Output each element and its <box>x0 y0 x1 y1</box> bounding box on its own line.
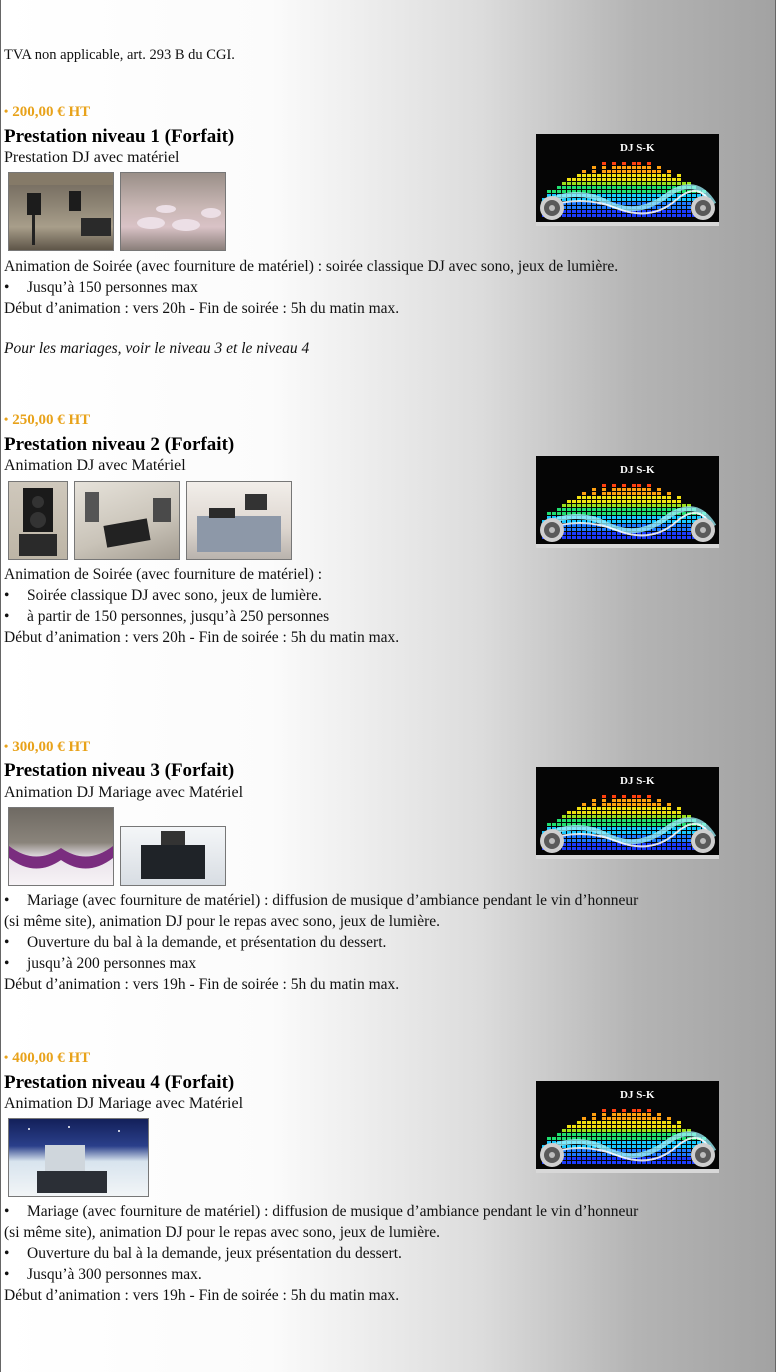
photo-hall-setup <box>8 172 114 251</box>
left-border <box>0 0 1 1372</box>
banner-text: DJ S-K <box>620 775 655 787</box>
photo-dj-booth <box>186 481 292 560</box>
offer-1-bullet-1: • Jusqu’à 150 personnes max <box>4 279 198 296</box>
price-level-1: • 200,00 € HT <box>4 104 91 120</box>
title-level-1: Prestation niveau 1 (Forfait) <box>4 126 235 147</box>
banner-text: DJ S-K <box>620 142 655 154</box>
photo-wedding-dj-laptop <box>8 1118 149 1197</box>
title-level-3: Prestation niveau 3 (Forfait) <box>4 760 235 781</box>
offer-3-bullet-2: • Ouverture du bal à la demande, et présentation du dessert. <box>4 934 387 951</box>
offer-1-note: Pour les mariages, voir le niveau 3 et le niveau 4 <box>4 340 310 357</box>
vat-notice: TVA non applicable, art. 293 B du CGI. <box>4 47 235 63</box>
dj-sk-logo-banner-1 <box>536 134 719 226</box>
offer-1-line-1: Animation de Soirée (avec fourniture de matériel) : soirée classique DJ avec sono, jeux de lumière. <box>4 258 619 275</box>
price-level-2: • 250,00 € HT <box>4 412 91 428</box>
offer-3-bullet-3: • jusqu’à 200 personnes max <box>4 955 197 972</box>
offer-4-bullet-3: • Jusqu’à 300 personnes max. <box>4 1266 202 1283</box>
offer-2-bullet-1: • Soirée classique DJ avec sono, jeux de lumière. <box>4 587 322 604</box>
offer-4-schedule: Début d’animation : vers 19h - Fin de soirée : 5h du matin max. <box>4 1287 400 1304</box>
offer-2-line-1: Animation de Soirée (avec fourniture de matériel) : <box>4 566 323 583</box>
offer-2-schedule: Début d’animation : vers 20h - Fin de soirée : 5h du matin max. <box>4 629 400 646</box>
photo-wedding-table <box>8 807 114 886</box>
offer-4-bullet-2: • Ouverture du bal à la demande, jeux présentation du dessert. <box>4 1245 402 1262</box>
dj-sk-logo-banner-3 <box>536 767 719 859</box>
banner-text: DJ S-K <box>620 1089 655 1101</box>
offer-2-bullet-2: • à partir de 150 personnes, jusqu’à 250 personnes <box>4 608 330 625</box>
banner-text: DJ S-K <box>620 464 655 476</box>
title-level-4: Prestation niveau 4 (Forfait) <box>4 1072 235 1093</box>
offer-1-schedule: Début d’animation : vers 20h - Fin de soirée : 5h du matin max. <box>4 300 400 317</box>
offer-3-schedule: Début d’animation : vers 19h - Fin de soirée : 5h du matin max. <box>4 976 400 993</box>
photo-speaker <box>8 481 68 560</box>
offer-4-line-cont: (si même site), animation DJ pour le repas avec sono, jeux de lumière. <box>4 1224 441 1241</box>
offer-4-bullet-1: • Mariage (avec fourniture de matériel) : diffusion de musique d’ambiance pendant le vin d’honneur <box>4 1203 639 1220</box>
offer-3-bullet-1: • Mariage (avec fourniture de matériel) : diffusion de musique d’ambiance pendant le vin d’honneur <box>4 892 639 909</box>
title-level-2: Prestation niveau 2 (Forfait) <box>4 434 235 455</box>
photo-dj-equipment <box>74 481 180 560</box>
subtitle-level-3: Animation DJ Mariage avec Matériel <box>4 784 244 801</box>
offer-3-line-cont: (si même site), animation DJ pour le repas avec sono, jeux de lumière. <box>4 913 441 930</box>
price-level-4: • 400,00 € HT <box>4 1050 91 1066</box>
dj-sk-logo-banner-2 <box>536 456 719 548</box>
subtitle-level-4: Animation DJ Mariage avec Matériel <box>4 1095 244 1112</box>
subtitle-level-1: Prestation DJ avec matériel <box>4 149 180 166</box>
dj-sk-logo-banner-4 <box>536 1081 719 1173</box>
subtitle-level-2: Animation DJ avec Matériel <box>4 457 186 474</box>
photo-wedding-dj-setup <box>120 826 226 886</box>
price-level-3: • 300,00 € HT <box>4 739 91 755</box>
photo-banquet-room <box>120 172 226 251</box>
